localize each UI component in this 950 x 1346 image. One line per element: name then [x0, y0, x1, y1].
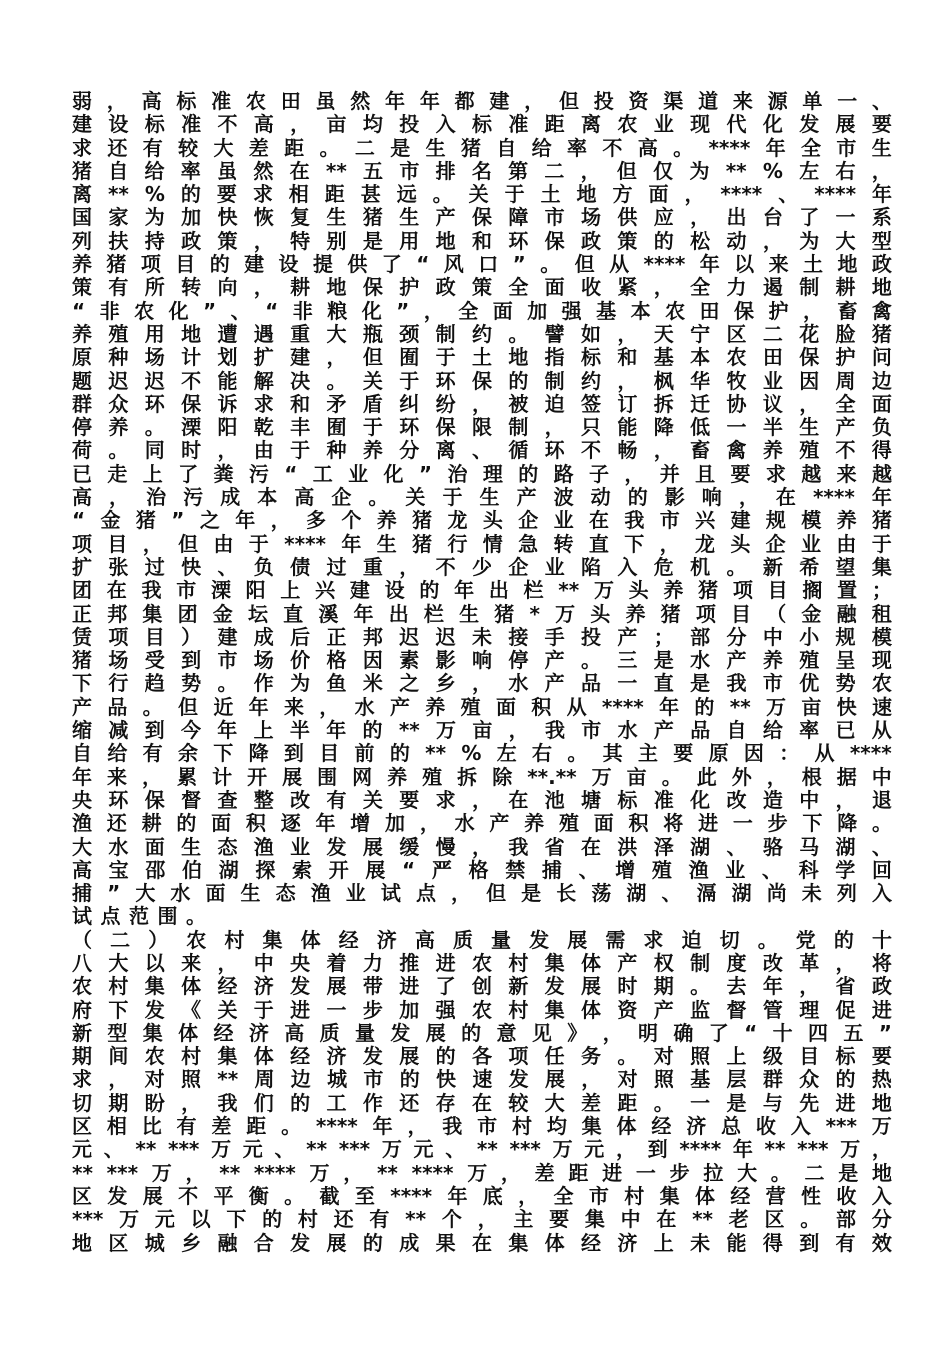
text-line: 切 期 盼 ， 我 们 的 工 作 还 存 在 较 大 差 距 。 一 是 与 先 进 地 [72, 1090, 892, 1115]
text-line: 自 给 有 余 下 降 到 目 前 的 ** % 左 右 。 其 主 要 原 因 ： 从 **** [72, 741, 892, 766]
text-line: *** 万 元 以 下 的 村 还 有 ** 个 ， 主 要 集 中 在 ** 老 区 。 部 分 [72, 1207, 892, 1232]
text-line: 大 水 面 生 态 渔 业 发 展 缓 慢 ， 我 省 在 洪 泽 湖 、 骆 马 湖 、 [72, 834, 892, 859]
text-line: 府 下 发 《 关 于 进 一 步 加 强 农 村 集 体 资 产 监 督 管 理 促 进 [72, 997, 892, 1022]
text-line: 渔 还 耕 的 面 积 逐 年 增 加 ， 水 产 养 殖 面 积 将 进 一 步 下 降 。 [72, 811, 892, 836]
text-line: 缩 减 到 今 年 上 半 年 的 ** 万 亩 ， 我 市 水 产 品 自 给 率 已 从 [72, 718, 892, 743]
text-line: 期 间 农 村 集 体 经 济 发 展 的 各 项 任 务 。 对 照 上 级 目 标 要 [72, 1044, 892, 1069]
text-line: 新 型 集 体 经 济 高 质 量 发 展 的 意 见 》 ， 明 确 了 “ 十 四 五 ” [72, 1020, 892, 1045]
text-line: 列 扶 持 政 策 ， 特 别 是 用 地 和 环 保 政 策 的 松 动 ， 为 大 型 [72, 228, 892, 253]
text-line: 养 猪 项 目 的 建 设 提 供 了 “ 风 口 ” 。 但 从 **** 年 以 来 土 地 政 [72, 252, 892, 277]
text-line: ** *** 万 ， ** **** 万 ， ** **** 万 ， 差 距 进 一 步 拉 大 。 二 是 地 [72, 1160, 892, 1185]
text-line: 正 邦 集 团 金 坛 直 溪 年 出 栏 生 猪 * 万 头 养 猪 项 目 （ 金 融 租 [72, 601, 892, 626]
text-line: 原 种 场 计 划 扩 建 ， 但 囿 于 土 地 指 标 和 基 本 农 田 保 护 问 [72, 345, 892, 370]
text-line: 求 ， 对 照 ** 周 边 城 市 的 快 速 发 展 ， 对 照 基 层 群 众 的 热 [72, 1067, 892, 1092]
text-line: 年 来 ， 累 计 开 展 围 网 养 殖 拆 除 **.** 万 亩 。 此 外 ， 根 据 中 [72, 764, 892, 789]
text-line: 扩 张 过 快 、 负 债 过 重 ， 不 少 企 业 陷 入 危 机 。 新 希 望 集 [72, 554, 892, 579]
text-line: 猪 场 受 到 市 场 价 格 因 素 影 响 停 产 。 三 是 水 产 养 殖 呈 现 [72, 648, 892, 673]
text-line: 区 发 展 不 平 衡 。 截 至 **** 年 底 ， 全 市 村 集 体 经 营 性 收 入 [72, 1183, 892, 1208]
text-line: 题 迟 迟 不 能 解 决 。 关 于 环 保 的 制 约 ， 枫 华 牧 业 因 周 边 [72, 368, 892, 393]
text-line: 荷 。 同 时 ， 由 于 种 养 分 离 、 循 环 不 畅 ， 畜 禽 养 殖 不 得 [72, 438, 892, 463]
text-line: 离 ** % 的 要 求 相 距 甚 远 。 关 于 土 地 方 面 ， **** 、 **** 年 [72, 182, 892, 207]
text-line: 元 、 ** *** 万 元 、 ** *** 万 元 、 ** *** 万 元 ， 到 **** 年 ** *** 万 ， [72, 1137, 892, 1162]
text-line: 求 还 有 较 大 差 距 。 二 是 生 猪 自 给 率 不 高 。 **** 年 全 市 生 [72, 135, 892, 160]
text-line: 建 设 标 准 不 高 ， 亩 均 投 入 标 准 距 离 农 业 现 代 化 发 展 要 [72, 112, 892, 137]
text-line: 已 走 上 了 粪 污 “ 工 业 化 ” 治 理 的 路 子 ， 并 且 要 求 越 来 越 [72, 461, 892, 486]
text-line: 产 品 。 但 近 年 来 ， 水 产 养 殖 面 积 从 **** 年 的 ** 万 亩 快 速 [72, 694, 892, 719]
text-line: （ 二 ） 农 村 集 体 经 济 高 质 量 发 展 需 求 迫 切 。 党 的 十 [72, 927, 892, 952]
text-line: 央 环 保 督 查 整 改 有 关 要 求 ， 在 池 塘 标 准 化 改 造 中 ， 退 [72, 787, 892, 812]
text-line: 国 家 为 加 快 恢 复 生 猪 生 产 保 障 市 场 供 应 ， 出 台 了 一 系 [72, 205, 892, 230]
body-text [72, 90, 892, 1255]
text-line: 策 有 所 转 向 ， 耕 地 保 护 政 策 全 面 收 紧 ， 全 力 遏 制 耕 地 [72, 275, 892, 300]
text-line: 捕 ” 大 水 面 生 态 渔 业 试 点 ， 但 是 长 荡 湖 、 滆 湖 尚 未 列 入 [72, 881, 892, 906]
text-line: 团 在 我 市 溧 阳 上 兴 建 设 的 年 出 栏 ** 万 头 养 猪 项 目 搁 置 ； [72, 578, 892, 603]
text-line: “ 非 农 化 ” 、 “ 非 粮 化 ” ， 全 面 加 强 基 本 农 田 保 护 ， 畜 禽 [72, 298, 892, 323]
text-line: 下 行 趋 势 。 作 为 鱼 米 之 乡 ， 水 产 品 一 直 是 我 市 优 势 农 [72, 671, 892, 696]
text-line: 试 点 范 围 。 [72, 904, 206, 929]
text-line: 区 相 比 有 差 距 。 **** 年 ， 我 市 村 均 集 体 经 济 总 收 入 *** 万 [72, 1114, 892, 1139]
text-line: 高 ， 治 污 成 本 高 企 。 关 于 生 产 波 动 的 影 响 ， 在 **** 年 [72, 485, 892, 510]
text-line: 地 区 城 乡 融 合 发 展 的 成 果 在 集 体 经 济 上 未 能 得 到 有 效 [72, 1230, 892, 1255]
text-line: 养 殖 用 地 遭 遇 重 大 瓶 颈 制 约 。 譬 如 ， 天 宁 区 二 花 脸 猪 [72, 321, 892, 346]
text-line: 停 养 。 溧 阳 乾 丰 囿 于 环 保 限 制 ， 只 能 降 低 一 半 生 产 负 [72, 415, 892, 440]
text-line: 猪 自 给 率 虽 然 在 ** 五 市 排 名 第 二 ， 但 仅 为 ** % 左 右 ， [72, 158, 892, 183]
text-line: 高 宝 邵 伯 湖 探 索 开 展 “ 严 格 禁 捕 、 增 殖 渔 业 、 科 学 回 [72, 857, 892, 882]
text-line: 弱 ， 高 标 准 农 田 虽 然 年 年 都 建 ， 但 投 资 渠 道 来 源 单 一 、 [72, 89, 892, 113]
text-line: “ 金 猪 ” 之 年 ， 多 个 养 猪 龙 头 企 业 在 我 市 兴 建 规 模 养 猪 [72, 508, 892, 533]
text-line: 群 众 环 保 诉 求 和 矛 盾 纠 纷 ， 被 迫 签 订 拆 迁 协 议 ， 全 面 [72, 391, 892, 416]
text-line: 八 大 以 来 ， 中 央 着 力 推 进 农 村 集 体 产 权 制 度 改 革 ， 将 [72, 950, 892, 975]
text-line: 项 目 ， 但 由 于 **** 年 生 猪 行 情 急 转 直 下 ， 龙 头 企 业 由 于 [72, 531, 892, 556]
text-line: 农 村 集 体 经 济 发 展 带 进 了 创 新 发 展 时 期 。 去 年 ， 省 政 [72, 974, 892, 999]
text-line: 赁 项 目 ） 建 成 后 正 邦 迟 迟 未 接 手 投 产 ； 部 分 中 小 规 模 [72, 624, 892, 649]
